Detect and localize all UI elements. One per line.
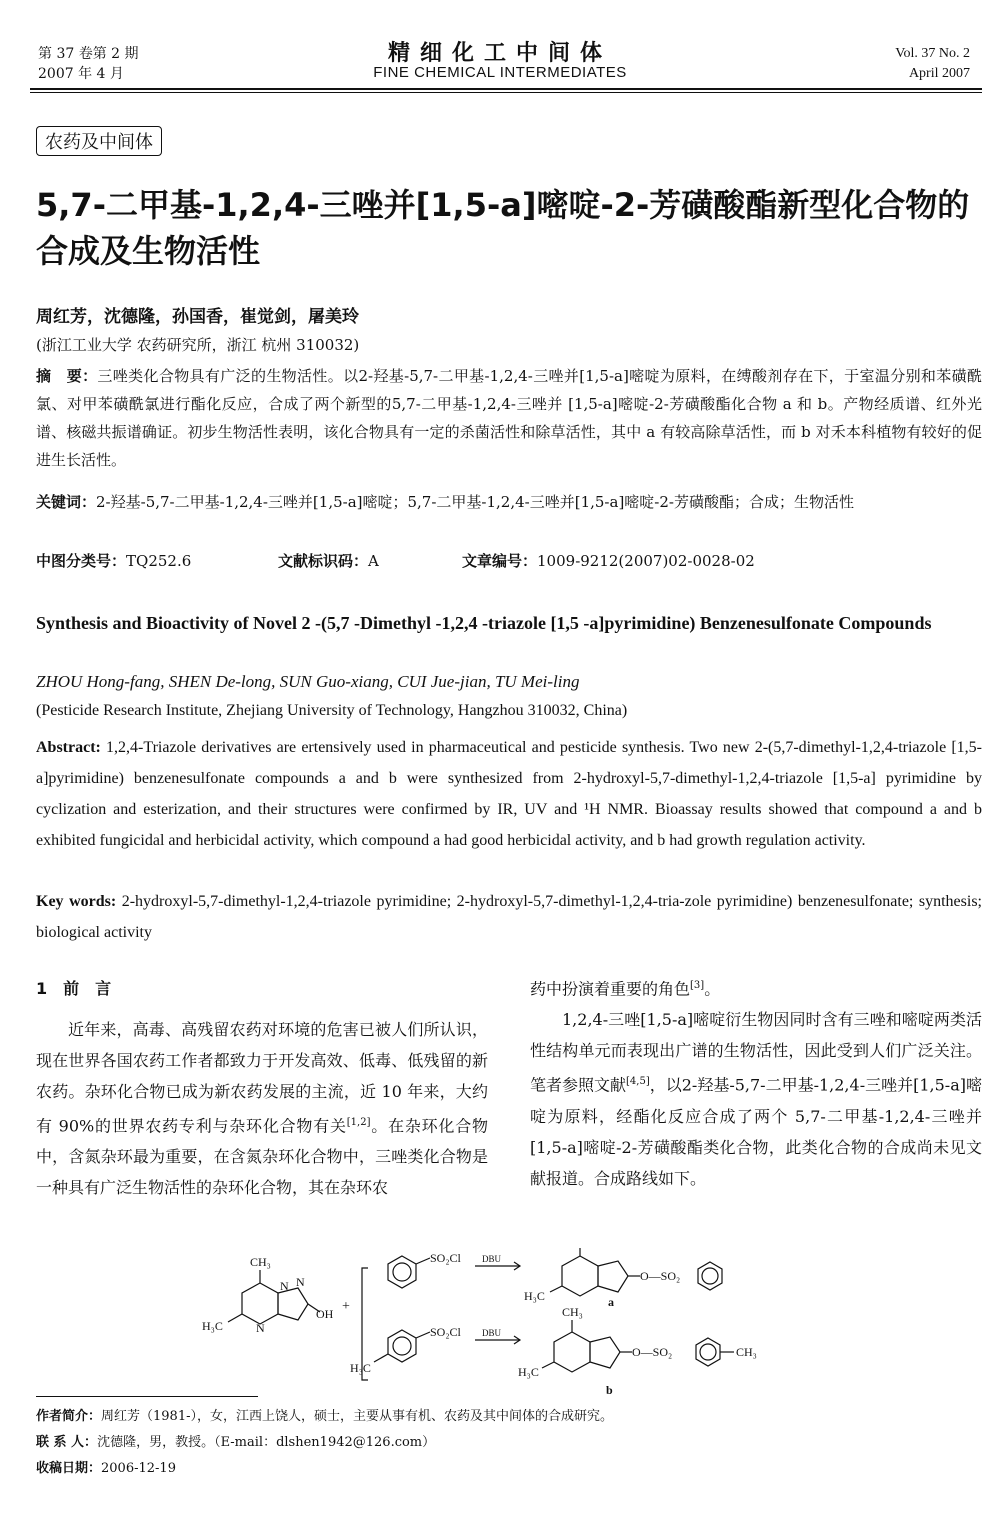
label-h3c-b: H₃C [518, 1365, 539, 1379]
affiliation-en: (Pesticide Research Institute, Zhejiang University of Technology, Hangzhou 310032, China) [36, 702, 628, 719]
document-code: 文献标识码：A [278, 552, 379, 570]
issue-info-en [895, 44, 970, 84]
pyrimidine-ring-start [242, 1283, 278, 1324]
intro-paragraph-1: 近年来，高毒、高残留农药对环境的危害已被人们所认识，现在世界各国农药工作者都致力于开发高效、低毒、低残留的新农药。杂环化合物已成为新农药发展的主流，近 10 年来，大约有 90%的世界农药专利与杂环化合物有关[1,2]。在杂环化合物中，含氮杂环最为重要，在含氮杂环化合物中，三唑类化合物是一种具有广泛生物活性的杂环化合物，其在杂环农 [36, 1020, 488, 1198]
label-ch3-b: CH₃ [562, 1305, 583, 1319]
abstract-cn-text: 三唑类化合物具有广泛的生物活性。以2-羟基-5,7-二甲基-1,2,4-三唑并[1,5-a]嘧啶为原料，在缚酸剂存在下，于室温分别和苯磺酰氯、对甲苯磺酰氯进行酯化反应，合成了两个新型的5,7-二甲基-1,2,4-三唑并 [1,5-a]嘧啶-2-芳磺酸酯化合物 a 和 b。产物经质谱、红外光谱、核磁共振谱确证。初步生物活性表明，该化合物具有一定的杀菌活性和除草活性，其中 a 有较高除草活性，而 b 对禾本科植物有较好的促进生长活性。 [36, 367, 982, 469]
pyrimidine-ring-b [554, 1332, 590, 1372]
intro-paragraph-2: 1,2,4-三唑[1,5-a]嘧啶衍生物因同时含有三唑和嘧啶两类活性结构单元而表现出广谱的生物活性，因此受到人们广泛关注。笔者参照文献[4,5]，以2-羟基-5,7-二甲基-1,2,4-三唑并[1,5-a]嘧啶为原料，经酯化反应合成了两个 5,7-二甲基-1,2,4-三唑并[1,5-a]嘧啶-2-芳磺酸酯类化合物，此类化合物的合成尚未见文献报道。合成路线如下。 [530, 1010, 982, 1188]
label-ch3-start: CH₃ [250, 1255, 271, 1269]
footnote-received: 收稿日期：2006-12-19 [36, 1461, 176, 1476]
abstract-cn-label: 摘 要： [36, 367, 98, 385]
keywords-en-text: 2-hydroxyl-5,7-dimethyl-1,2,4-triazole pyrimidine; 2-hydroxyl-5,7-dimethyl-1,2,4-tria-zole pyrimidine) benzenesulfonate; synthesis; biological activity [36, 893, 983, 941]
journal-title-cn: 精细化工中间体 [387, 40, 612, 66]
keywords-cn [36, 488, 982, 516]
abstract-cn [36, 362, 982, 474]
label-product-a: a [608, 1295, 614, 1309]
intro-left-column [36, 1014, 488, 1203]
section-heading-intro: 1 前 言 [36, 979, 112, 998]
header-rule-thin [30, 92, 982, 93]
paper-title-cn: 5,7-二甲基-1,2,4-三唑并[1,5-a]嘧啶-2-芳磺酸酯新型化合物的合成及生物活性 [36, 186, 970, 270]
label-oh: OH [316, 1307, 334, 1321]
issue-volume-en: Vol. 37 No. 2 [895, 46, 970, 61]
authors-cn: 周红芳，沈德隆，孙国香，崔觉剑，屠美玲 [36, 307, 359, 327]
triazole-ring-a [598, 1261, 628, 1292]
issue-date-en: April 2007 [908, 66, 970, 81]
abstract-en-text: 1,2,4-Triazole derivatives are ertensively used in pharmaceutical and pesticide synthesis. Two new 2-(5,7-dimethyl-1,2,4-triazole [1,5-a]pyrimidine) benzenesulfonate compounds a and b were synthesized from 2-hydroxyl-5,7-dimethyl-1,2,4-triazole [1,5-a] pyrimidine by cyclization and esterization, and their structures were confirmed by IR, UV and ¹H NMR. Bioassay results showed that compound a and b exhibited fungicidal and herbicidal activity, which compound a had good herbicidal activity, and b had growth regulation activity. [36, 739, 982, 849]
article-number: 文章编号：1009-9212(2007)02-0028-02 [462, 552, 755, 570]
label-oso2-a: O—SO₂ [640, 1269, 681, 1283]
keywords-cn-label: 关键词： [36, 493, 97, 511]
label-n-start-1: N [280, 1279, 289, 1293]
label-ch3-tolyl-b: CH₃ [736, 1345, 757, 1359]
intro-right-column [530, 970, 982, 1194]
triazole-ring-b [590, 1337, 620, 1368]
keywords-en [36, 886, 982, 948]
keywords-cn-text: 2-羟基-5,7-二甲基-1,2,4-三唑并[1,5-a]嘧啶；5,7-二甲基-1,2,4-三唑并[1,5-a]嘧啶-2-芳磺酸酯；合成；生物活性 [96, 493, 854, 511]
label-dbu-2: DBU [482, 1328, 502, 1338]
citation-1-2: [1,2] [346, 1117, 371, 1128]
label-product-b: b [606, 1383, 613, 1397]
label-so2cl-1: SO₂Cl [430, 1251, 461, 1265]
footnote-author: 作者简介：周红芳（1981-），女，江西上饶人，硕士，主要从事有机、农药及其中间体的合成研究。 [36, 1409, 613, 1424]
label-n-start-3: N [256, 1321, 265, 1335]
label-h3c-a: H₃C [524, 1289, 545, 1303]
issue-date: 2007 年 4 月 [38, 66, 124, 82]
journal-title-en: FINE CHEMICAL INTERMEDIATES [373, 64, 627, 81]
citation-4-5: [4,5] [626, 1076, 650, 1088]
affiliation-cn: (浙江工业大学 农药研究所，浙江 杭州 310032) [36, 336, 360, 354]
citation-3: [3] [690, 980, 705, 991]
keywords-en-label: Key words: [36, 893, 117, 910]
label-so2cl-2: SO₂Cl [430, 1325, 461, 1339]
paper-title-en: Synthesis and Bioactivity of Novel 2 -(5,7 -Dimethyl -1,2,4 -triazole [1,5 -a]pyrimidine) Benzenesulfonate Compounds [36, 613, 932, 633]
header-rule [30, 88, 982, 90]
label-h3c-start: H₃C [202, 1319, 223, 1333]
plus-sign: + [342, 1299, 350, 1314]
column-tag: 农药及中间体 [36, 126, 162, 156]
synthesis-scheme [190, 1248, 830, 1398]
benzene-ring-1 [388, 1256, 416, 1288]
label-oso2-b: O—SO₂ [632, 1345, 673, 1359]
label-n-start-2: N [296, 1275, 305, 1289]
label-h3c-tolyl: H₃C [350, 1361, 371, 1375]
intro-paragraph-1-cont: 药中扮演着重要的角色[3]。 [530, 979, 721, 999]
issue-volume: 第 37 卷第 2 期 [38, 46, 139, 62]
abstract-en [36, 732, 982, 856]
footnote-rule [36, 1396, 258, 1397]
footnote-contact: 联 系 人：沈德隆，男，教授。（E-mail：dlshen1942@126.com） [36, 1435, 436, 1450]
abstract-en-label: Abstract: [36, 739, 101, 756]
label-dbu-1: DBU [482, 1254, 502, 1264]
authors-en: ZHOU Hong-fang, SHEN De-long, SUN Guo-xiang, CUI Jue-jian, TU Mei-ling [36, 672, 580, 691]
pyrimidine-ring-a [562, 1256, 598, 1296]
clc-code: 中图分类号：TQ252.6 [36, 552, 192, 570]
benzene-ring-2 [388, 1330, 416, 1362]
